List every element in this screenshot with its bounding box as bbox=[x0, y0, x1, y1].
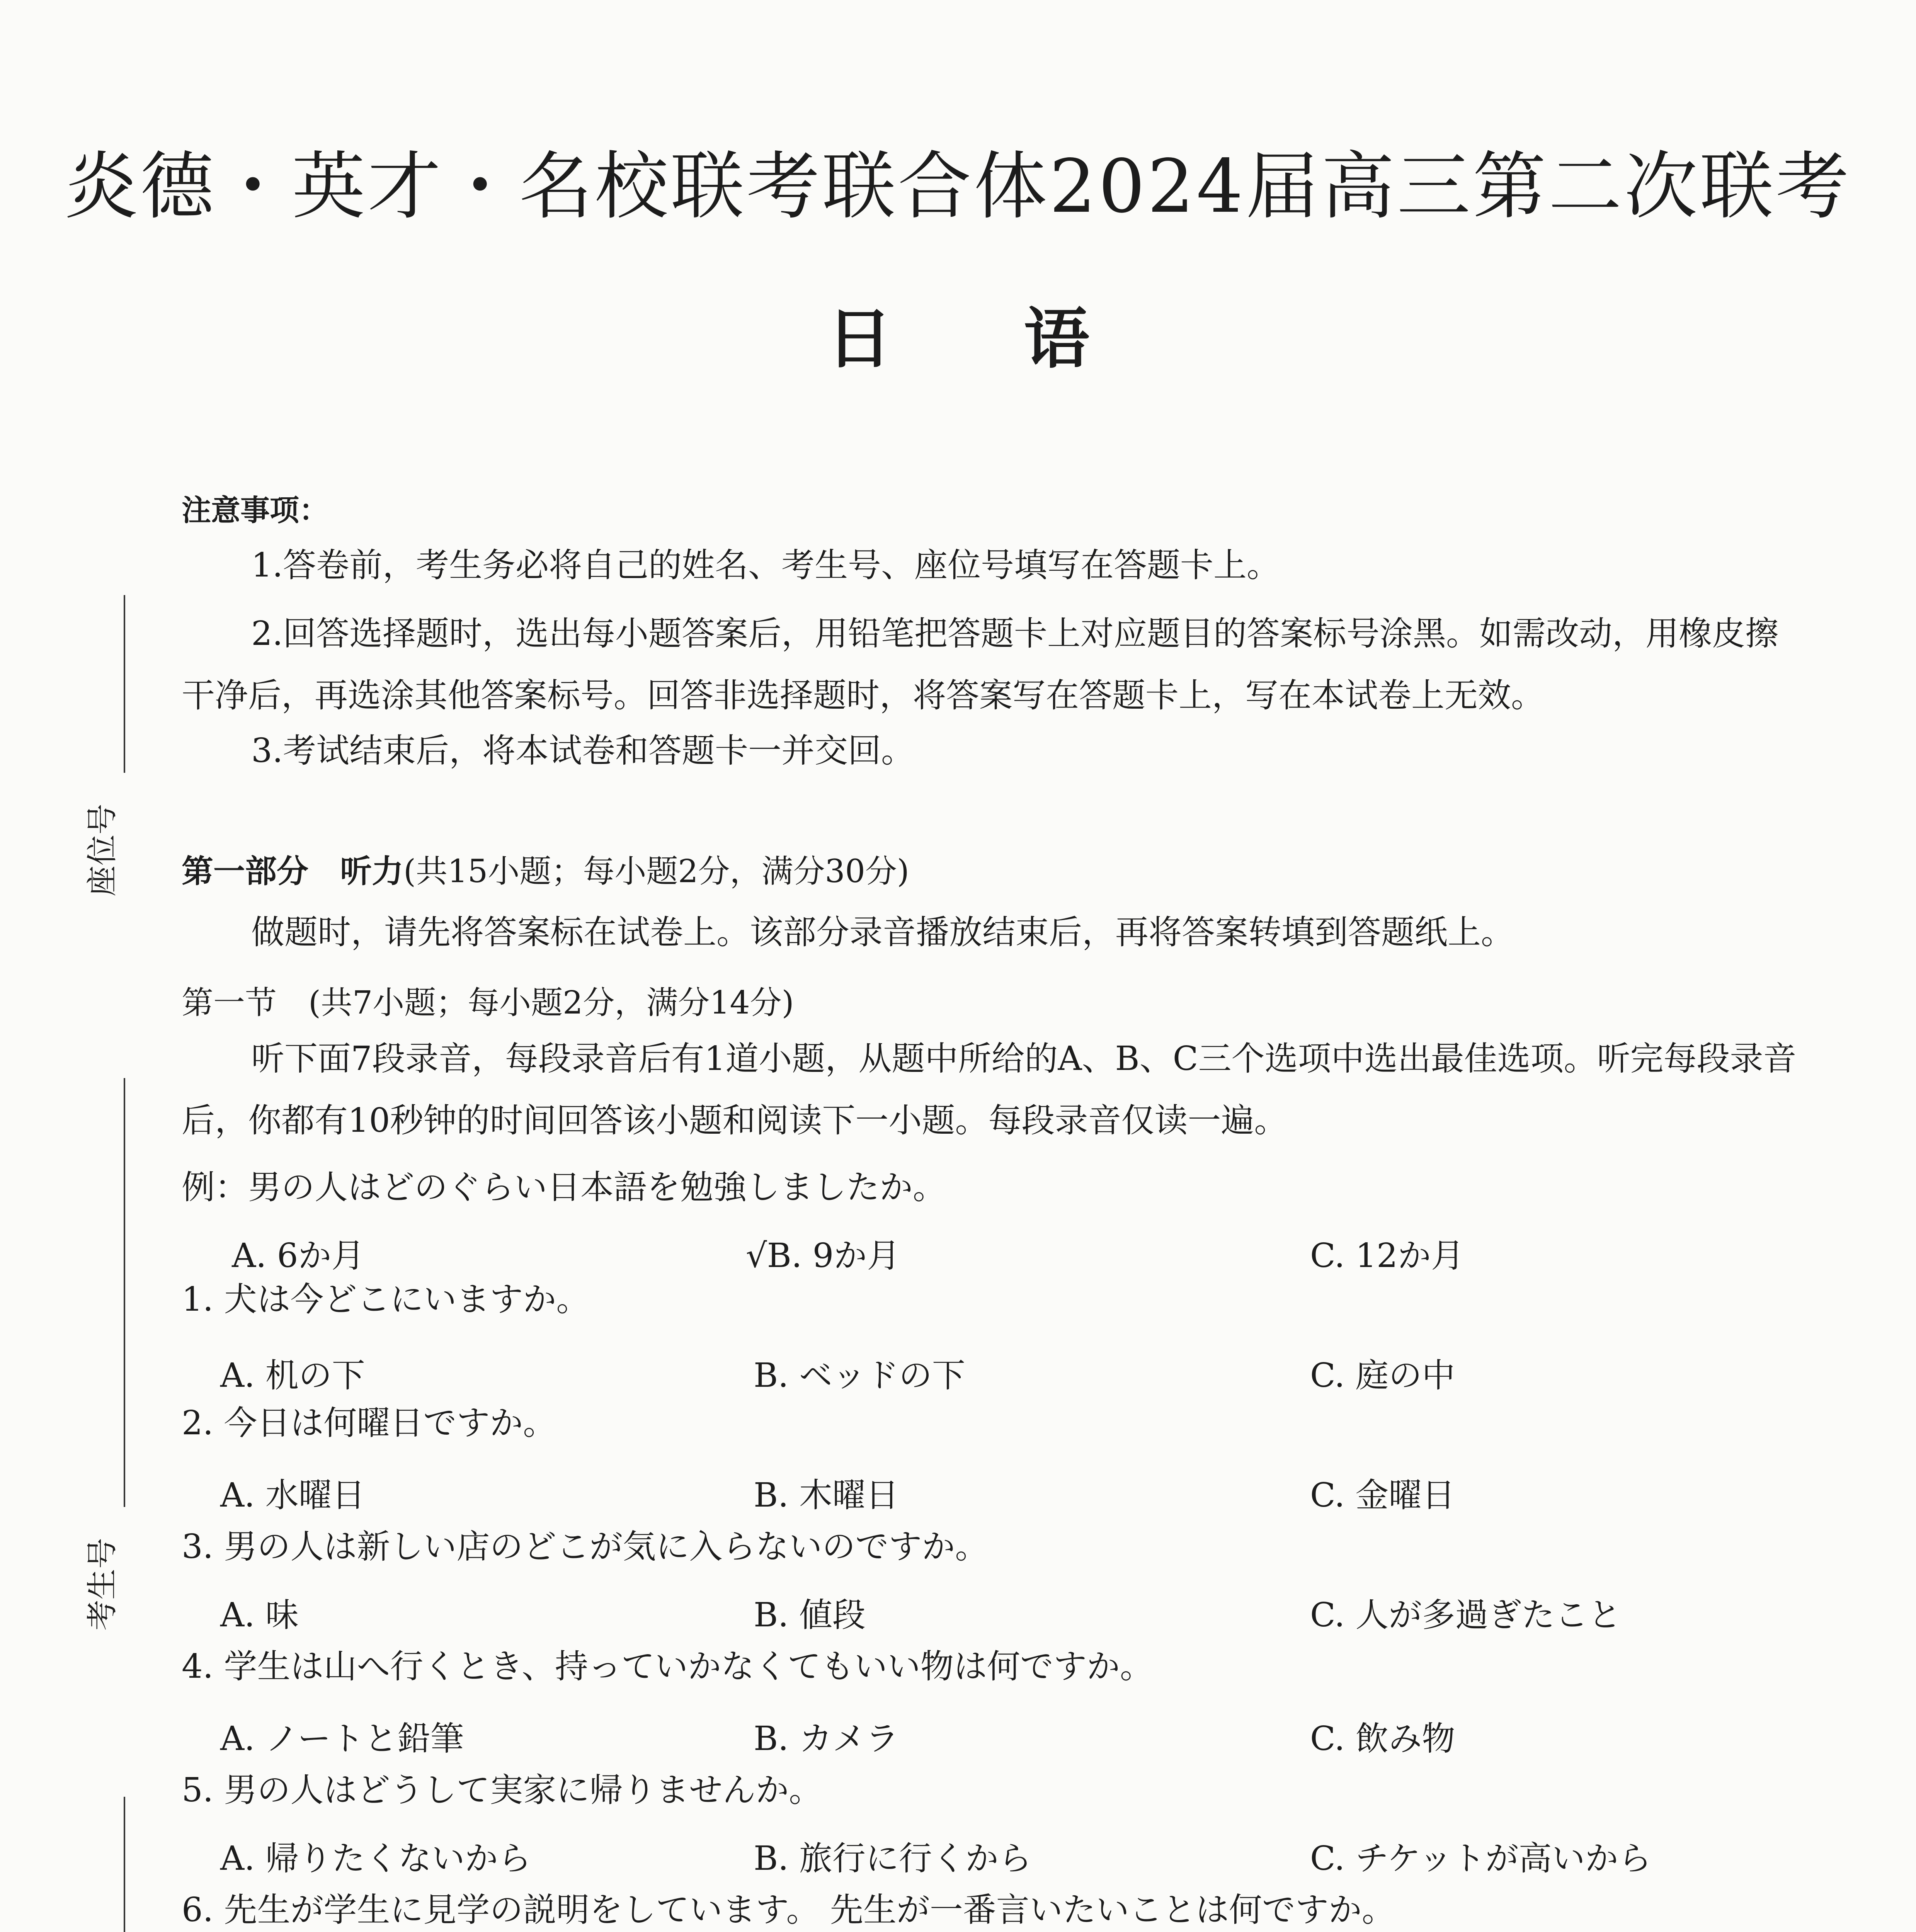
q5-option-c: C. チケットが高いから bbox=[1310, 1839, 1652, 1878]
q2-option-b: B. 木曜日 bbox=[754, 1476, 899, 1515]
q4-option-b: B. カメラ bbox=[754, 1719, 899, 1758]
q1-option-c: C. 庭の中 bbox=[1310, 1356, 1455, 1395]
example-option-b: √B. 9か月 bbox=[746, 1236, 900, 1275]
question-1: 1. 犬は今どこにいますか。 bbox=[182, 1280, 590, 1319]
notice-item-3: 3.考试结束后，将本试卷和答题卡一并交回。 bbox=[251, 731, 915, 770]
example-option-a: A. 6か月 bbox=[232, 1236, 365, 1275]
side-label-exam-number: 考生号 bbox=[84, 1538, 120, 1631]
binding-line-name bbox=[124, 1797, 125, 1932]
q4-option-c: C. 飲み物 bbox=[1310, 1719, 1455, 1758]
part1-title-bold: 第一部分 听力 bbox=[182, 853, 404, 890]
part1-instruction: 做题时，请先将答案标在试卷上。该部分录音播放结束后，再将答案转填到答题纸上。 bbox=[251, 913, 1514, 952]
q3-option-c: C. 人が多過ぎたこと bbox=[1310, 1596, 1622, 1634]
section1-instruction: 听下面7段录音，每段录音后有1道小题，从题中所给的A、B、C三个选项中选出最佳选项。听完每段录音后，你都有10秒钟的时间回答该小题和阅读下一小题。每段录音仅读一遍。 bbox=[182, 1039, 1797, 1140]
example-question: 例：男の人はどのぐらい日本語を勉強しましたか。 bbox=[182, 1168, 946, 1207]
example-option-c: C. 12か月 bbox=[1310, 1236, 1464, 1275]
subject-title: 日 语 bbox=[826, 301, 1089, 378]
q3-option-b: B. 値段 bbox=[754, 1596, 866, 1634]
q5-option-b: B. 旅行に行くから bbox=[754, 1839, 1032, 1878]
q2-option-a: A. 水曜日 bbox=[220, 1476, 365, 1515]
binding-line-exam-id bbox=[124, 1078, 125, 1507]
notice-item-1: 1.答卷前，考生务必将自己的姓名、考生号、座位号填写在答题卡上。 bbox=[251, 546, 1280, 585]
q4-option-a: A. ノートと鉛筆 bbox=[220, 1719, 464, 1758]
section1-title: 第一节 (共7小题；每小题2分，满分14分) bbox=[182, 985, 794, 1021]
q5-option-a: A. 帰りたくないから bbox=[220, 1839, 531, 1878]
q3-option-a: A. 味 bbox=[220, 1596, 299, 1634]
side-label-seat-number: 座位号 bbox=[84, 804, 120, 896]
q1-option-a: A. 机の下 bbox=[220, 1356, 365, 1395]
question-4: 4. 学生は山へ行くとき、持っていかなくてもいい物は何ですか。 bbox=[182, 1647, 1153, 1686]
question-2: 2. 今日は何曜日ですか。 bbox=[182, 1404, 556, 1442]
question-5: 5. 男の人はどうして実家に帰りませんか。 bbox=[182, 1771, 822, 1810]
q1-option-b: B. ベッドの下 bbox=[754, 1356, 965, 1395]
notice-heading: 注意事项： bbox=[182, 493, 328, 527]
question-6: 6. 先生が学生に見学の説明をしています。 先生が一番言いたいことは何ですか。 bbox=[182, 1891, 1395, 1929]
notice-item-2: 2.回答选择题时，选出每小题答案后，用铅笔把答题卡上对应题目的答案标号涂黑。如需改动，用橡皮擦干净后，再选涂其他答案标号。回答非选择题时，将答案写在答题卡上，写在本试卷上无效。 bbox=[182, 614, 1779, 715]
part1-title bbox=[182, 846, 909, 891]
q2-option-c: C. 金曜日 bbox=[1310, 1476, 1455, 1515]
exam-title: 炎德・英才・名校联考联合体2024届高三第二次联考 bbox=[65, 144, 1851, 229]
question-3: 3. 男の人は新しい店のどこが気に入らないのですか。 bbox=[182, 1527, 989, 1566]
binding-line-seat bbox=[124, 595, 125, 773]
part1-title-rest: (共15小题；每小题2分，满分30分) bbox=[403, 853, 909, 890]
